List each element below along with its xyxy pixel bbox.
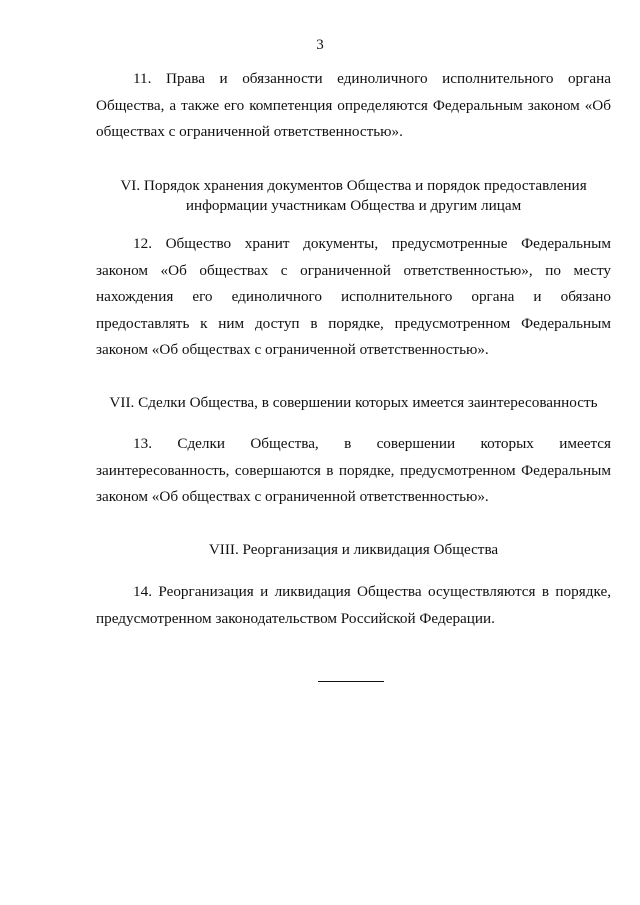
paragraph-11: 11. Права и обязанности единоличного исполнительного органа Общества, а также его компетенция определяются Федеральным законом «Об обществах с ограниченной ответственностью».: [96, 70, 611, 140]
paragraph-14: 14. Реорганизация и ликвидация Общества осуществляются в порядке, предусмотренном законодательством Российской Федерации.: [96, 583, 611, 627]
section-heading-viii: VIII. Реорганизация и ликвидация Общества: [208, 541, 499, 558]
section-heading-vi-line-1: VI. Порядок хранения документов Общества и порядок предоставления: [120, 177, 587, 194]
end-divider: [318, 681, 384, 682]
section-heading-vi: [96, 176, 611, 216]
paragraph-12: 12. Общество хранит документы, предусмотренные Федеральным законом «Об обществах с ограниченной ответственностью», по месту нахождения его единоличного исполнительного органа и обязано предоставлять к ним доступ в порядке, предусмотренном Федеральным законом «Об обществах с ограниченной ответственностью».: [96, 235, 611, 358]
section-heading-vi-line-2: информации участникам Общества и другим лицам: [185, 197, 522, 214]
page-number: 3: [316, 37, 324, 53]
section-heading-vii: VII. Сделки Общества, в совершении которых имеется заинтересованность: [109, 394, 598, 411]
paragraph-13: 13. Сделки Общества, в совершении которых имеется заинтересованность, совершаются в порядке, предусмотренном Федеральным законом «Об обществах с ограниченной ответственностью».: [96, 435, 611, 505]
